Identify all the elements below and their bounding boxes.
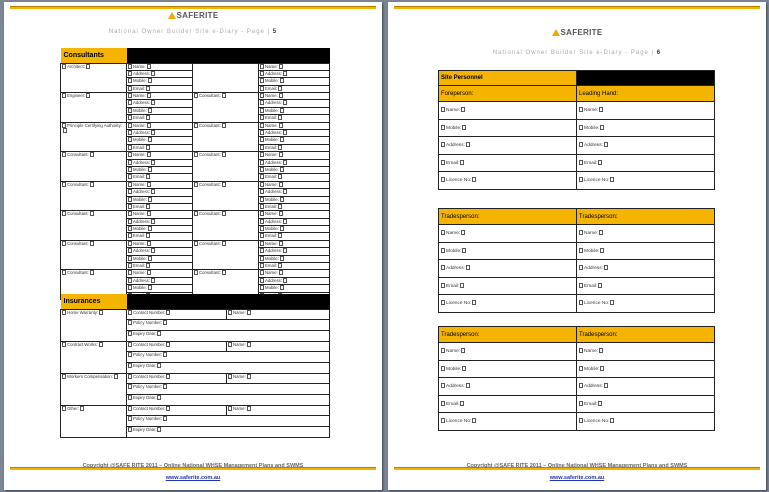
consultant-role-label[interactable]: Principle Certifying Authority: [61, 122, 127, 152]
personnel-field[interactable]: Name: [577, 343, 715, 361]
personnel-field[interactable]: Email: [577, 395, 715, 413]
consultant-detail-field[interactable]: Address: [127, 70, 193, 77]
consultant-detail-field[interactable]: Mobile: [259, 285, 330, 292]
personnel-field[interactable]: Email: [439, 154, 577, 172]
footer-website-link[interactable]: www.saferite.com.au [165, 475, 221, 481]
consultant-detail-field[interactable]: Name: [127, 152, 193, 159]
consultant-detail-field[interactable]: Mobile: [127, 137, 193, 144]
personnel-field[interactable]: Mobile: [577, 119, 715, 137]
consultant-detail-field[interactable]: Email: [259, 233, 330, 240]
personnel-field[interactable]: Name: [439, 102, 577, 120]
consultant-detail-field[interactable]: Name: [127, 63, 193, 70]
insurance-expiry-field[interactable]: Expiry Date: [127, 394, 330, 405]
heading-black-fill [577, 71, 715, 86]
consultant-role-label[interactable]: Consultant: [193, 152, 259, 182]
consultant-detail-field[interactable]: Name: [127, 211, 193, 218]
insurance-expiry-field[interactable]: Expiry Date: [127, 362, 330, 373]
consultant-detail-field[interactable]: Email: [127, 233, 193, 240]
insurance-type-label[interactable]: Contract Works: [61, 341, 127, 373]
document-page-left [4, 2, 382, 490]
consultant-detail-field[interactable]: Email: [127, 203, 193, 210]
insurance-expiry-field[interactable]: Expiry Date: [127, 330, 330, 341]
personnel-field[interactable]: Licence No: [439, 172, 577, 190]
consultant-detail-field[interactable]: Mobile: [127, 196, 193, 203]
personnel-role-title: Tradesperson: [577, 209, 715, 225]
footer-copyright: Copyright @SAFE RITE 2011 – Online National WHSE Management Plans and SWMS [82, 463, 304, 469]
consultant-detail-field[interactable]: Address: [259, 189, 330, 196]
consultant-role-label[interactable]: Consultant: [61, 211, 127, 241]
heading-black-fill [127, 294, 330, 309]
consultant-detail-field[interactable]: Email: [259, 174, 330, 181]
consultant-detail-field[interactable]: Email: [259, 144, 330, 151]
consultant-detail-field[interactable]: Mobile: [259, 196, 330, 203]
consultant-role-label[interactable]: Consultant: [61, 152, 127, 182]
consultant-detail-field[interactable]: Name: [259, 122, 330, 129]
consultant-detail-field[interactable]: Name: [259, 240, 330, 247]
consultant-role-label[interactable]: Consultant: [193, 240, 259, 270]
personnel-field[interactable]: Licence No: [577, 172, 715, 190]
consultant-detail-field[interactable]: Mobile: [127, 285, 193, 292]
insurance-type-label[interactable]: Other: [61, 405, 127, 437]
consultant-detail-field[interactable]: Mobile: [259, 137, 330, 144]
insurance-type-label[interactable]: Workers Compensation: [61, 373, 127, 405]
consultant-detail-field[interactable]: Address: [259, 70, 330, 77]
personnel-table [438, 208, 715, 313]
insurance-policy-field[interactable]: Policy Number: [127, 352, 330, 363]
personnel-role-title: Tradesperson: [577, 327, 715, 343]
personnel-field[interactable]: Name: [439, 343, 577, 361]
personnel-field[interactable]: Address: [439, 378, 577, 396]
consultant-detail-field[interactable]: Email: [127, 115, 193, 122]
consultant-role-label[interactable]: Consultant: [193, 122, 259, 152]
insurance-policy-field[interactable]: Policy Number: [127, 320, 330, 331]
consultant-detail-field[interactable]: Address: [259, 277, 330, 284]
personnel-field[interactable]: Name: [439, 225, 577, 243]
personnel-field[interactable]: Mobile: [577, 360, 715, 378]
personnel-field[interactable]: Address: [577, 137, 715, 155]
insurance-contact-field[interactable]: Contact Number: [127, 309, 227, 320]
personnel-role-title: Tradesperson: [439, 209, 577, 225]
personnel-table [438, 70, 715, 190]
consultant-detail-field[interactable]: Name: [127, 122, 193, 129]
insurances-table [60, 294, 330, 438]
consultant-detail-field[interactable]: Address: [127, 189, 193, 196]
consultant-role-label[interactable] [193, 63, 259, 93]
personnel-field[interactable]: Address: [439, 260, 577, 278]
consultant-detail-field[interactable]: Name: [259, 63, 330, 70]
consultant-detail-field[interactable]: Name: [259, 211, 330, 218]
consultant-detail-field[interactable]: Email: [127, 263, 193, 270]
consultant-detail-field[interactable]: Mobile: [127, 255, 193, 262]
consultant-detail-field[interactable]: Mobile: [127, 107, 193, 114]
personnel-field[interactable]: Email: [439, 395, 577, 413]
insurance-contact-field[interactable]: Contact Number: [127, 405, 227, 416]
insurance-name-field[interactable]: Name: [227, 405, 330, 416]
page-title: National Owner Builder Site e-Diary - Page | 5 [108, 29, 278, 35]
consultant-detail-field[interactable]: Address: [127, 248, 193, 255]
consultant-detail-field[interactable]: Name: [259, 181, 330, 188]
insurance-contact-field[interactable]: Contact Number: [127, 373, 227, 384]
consultants-table [60, 48, 330, 300]
consultant-detail-field[interactable]: Name: [127, 181, 193, 188]
insurance-name-field[interactable]: Name: [227, 309, 330, 320]
personnel-field[interactable]: Licence No: [577, 295, 715, 313]
personnel-field[interactable]: Address: [439, 137, 577, 155]
personnel-field[interactable]: Name: [577, 102, 715, 120]
consultant-detail-field[interactable]: Address: [127, 218, 193, 225]
site-personnel-heading: Site Personnel [439, 71, 577, 86]
consultant-role-label[interactable]: Architect: [61, 63, 127, 93]
consultant-detail-field[interactable]: Address: [127, 130, 193, 137]
consultant-detail-field[interactable]: Name: [127, 270, 193, 277]
saferite-logo: SAFERITE [4, 11, 382, 20]
personnel-table [438, 326, 715, 431]
personnel-role-title: Tradesperson: [439, 327, 577, 343]
consultant-detail-field[interactable]: Email: [127, 144, 193, 151]
consultant-detail-field[interactable]: Name: [127, 93, 193, 100]
consultant-detail-field[interactable]: Mobile: [127, 78, 193, 85]
personnel-field[interactable]: Email: [577, 154, 715, 172]
consultant-detail-field[interactable]: Address: [259, 248, 330, 255]
consultant-detail-field[interactable]: Address: [127, 100, 193, 107]
consultant-detail-field[interactable]: Mobile: [127, 166, 193, 173]
heading-black-fill [127, 48, 330, 63]
page-title: National Owner Builder Site e-Diary - Page | 6 [492, 50, 662, 56]
consultant-detail-field[interactable]: Email: [259, 263, 330, 270]
header-rule [394, 6, 760, 9]
insurance-expiry-field[interactable]: Expiry Date: [127, 426, 330, 437]
insurance-name-field[interactable]: Name: [227, 373, 330, 384]
consultant-detail-field[interactable]: Mobile: [127, 226, 193, 233]
personnel-field[interactable]: Email: [577, 277, 715, 295]
consultant-detail-field[interactable]: Address: [259, 130, 330, 137]
consultant-detail-field[interactable]: Mobile: [259, 166, 330, 173]
personnel-role-title: Foreperson: [439, 86, 577, 102]
personnel-field[interactable]: Mobile: [439, 360, 577, 378]
personnel-field[interactable]: Address: [577, 378, 715, 396]
consultant-role-label[interactable]: Consultant: [61, 181, 127, 211]
logo-triangle-icon [552, 29, 560, 36]
consultant-role-label[interactable]: Consultant: [61, 270, 127, 300]
consultant-detail-field[interactable]: Name: [259, 152, 330, 159]
consultant-role-label[interactable]: Consultant: [193, 270, 259, 300]
consultant-detail-field[interactable]: Address: [259, 100, 330, 107]
personnel-field[interactable]: Address: [577, 260, 715, 278]
consultant-detail-field[interactable]: Name: [127, 240, 193, 247]
footer-copyright: Copyright @SAFE RITE 2011 – Online National WHSE Management Plans and SWMS [466, 463, 688, 469]
consultant-detail-field[interactable]: Mobile: [259, 107, 330, 114]
personnel-field[interactable]: Licence No: [577, 413, 715, 431]
insurance-name-field[interactable]: Name: [227, 341, 330, 352]
consultants-heading: Consultants [61, 48, 127, 63]
consultant-detail-field[interactable]: Mobile: [259, 226, 330, 233]
consultant-detail-field[interactable]: Email: [259, 115, 330, 122]
consultant-detail-field[interactable]: Address: [259, 159, 330, 166]
insurance-contact-field[interactable]: Contact Number: [127, 341, 227, 352]
insurance-type-label[interactable]: Home Warranty: [61, 309, 127, 341]
consultant-detail-field[interactable]: Address: [259, 218, 330, 225]
consultant-detail-field[interactable]: Address: [127, 159, 193, 166]
insurance-policy-field[interactable]: Policy Number: [127, 416, 330, 427]
consultant-detail-field[interactable]: Email: [259, 85, 330, 92]
personnel-field[interactable]: Email: [439, 277, 577, 295]
footer-website-link[interactable]: www.saferite.com.au [549, 475, 605, 481]
personnel-field[interactable]: Licence No: [439, 413, 577, 431]
consultant-detail-field[interactable]: Name: [259, 93, 330, 100]
consultant-role-label[interactable]: Consultant: [193, 93, 259, 123]
personnel-role-title: Leading Hand: [577, 86, 715, 102]
consultant-role-label[interactable]: Consultant: [193, 181, 259, 211]
logo-triangle-icon [168, 12, 176, 19]
consultant-detail-field[interactable]: Name: [259, 270, 330, 277]
insurance-policy-field[interactable]: Policy Number: [127, 384, 330, 395]
consultant-detail-field[interactable]: Mobile: [259, 78, 330, 85]
consultant-role-label[interactable]: Consultant: [61, 240, 127, 270]
personnel-field[interactable]: Mobile: [439, 242, 577, 260]
consultant-detail-field[interactable]: Mobile: [259, 255, 330, 262]
personnel-field[interactable]: Licence No: [439, 295, 577, 313]
personnel-field[interactable]: Mobile: [577, 242, 715, 260]
saferite-logo: SAFERITE [388, 28, 766, 37]
consultant-detail-field[interactable]: Email: [127, 174, 193, 181]
consultant-detail-field[interactable]: Email: [127, 85, 193, 92]
consultant-detail-field[interactable]: Address: [127, 277, 193, 284]
consultant-role-label[interactable]: Consultant: [193, 211, 259, 241]
personnel-field[interactable]: Mobile: [439, 119, 577, 137]
consultant-role-label[interactable]: Engineer: [61, 93, 127, 123]
document-page-right [388, 2, 766, 490]
consultant-detail-field[interactable]: Email: [259, 203, 330, 210]
personnel-field[interactable]: Name: [577, 225, 715, 243]
header-rule [10, 6, 376, 9]
insurances-heading: Insurances [61, 294, 127, 309]
